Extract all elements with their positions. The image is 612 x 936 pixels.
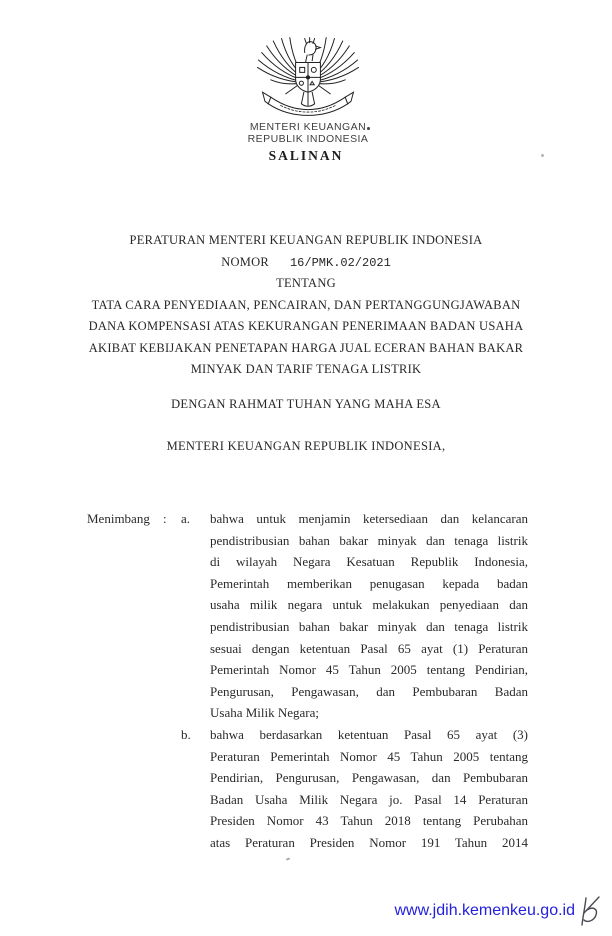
item-marker: a. [181,511,191,526]
item-marker: b. [181,726,191,742]
scan-speck [367,127,370,130]
menimbang-separator: : [163,511,167,526]
ministry-line1: MENTERI KEUANGAN [249,121,367,133]
handwritten-paraph-mark [579,896,603,927]
body-line: sesuai dengan ketentuan Pasal 65 ayat (1) Peraturan [210,640,528,656]
body-line: usaha milik negara untuk melakukan penyediaan dan [210,597,528,613]
body-line: Usaha Milik Negara; [210,705,320,721]
invocation-line: DENGAN RAHMAT TUHAN YANG MAHA ESA [171,397,441,411]
scan-speck [541,154,544,157]
title-block [0,230,612,381]
body-line: Peraturan Pemerintah Nomor 45 Tahun 2005 tentang [210,748,528,764]
consideration-item [181,724,528,854]
considerations-section [87,508,528,854]
ministry-line2: REPUBLIK INDONESIA [247,132,369,145]
copy-label: SALINAN [268,148,344,163]
title-subject-line: AKIBAT KEBIJAKAN PENETAPAN HARGA JUAL ECERAN BAHAN BAKAR [88,340,524,355]
scan-speck [286,857,290,860]
regulation-heading: PERATURAN MENTERI KEUANGAN REPUBLIK INDONESIA [129,233,483,247]
tentang-label: TENTANG [276,276,336,290]
consideration-item [181,508,528,724]
body-line: Pendirian, Pengurusan, Pengawasan, dan Pembubaran [210,770,528,786]
garuda-pancasila-emblem [254,36,362,122]
title-subject-line: DANA KOMPENSASI ATAS KEKURANGAN PENERIMAAN BADAN USAHA [88,319,524,333]
title-subject-line: TATA CARA PENYEDIAAN, PENCAIRAN, DAN PERTANGGUNGJAWABAN [91,297,521,312]
title-subject-line: MINYAK DAN TARIF TENAGA LISTRIK [190,362,422,376]
body-line: Badan Usaha Milik Negara jo. Pasal 14 Peraturan [210,791,528,807]
authority-line: MENTERI KEUANGAN REPUBLIK INDONESIA, [166,439,446,453]
consideration-items [181,508,528,854]
body-line: bahwa untuk menjamin ketersediaan dan kelancaran [210,511,528,526]
body-line: pendistribusian bahan bakar minyak dan tenaga listrik [210,532,528,548]
body-line: Pengurusan, Pengawasan, dan Pembubaran Badan [210,683,528,699]
body-line: atas Peraturan Presiden Nomor 191 Tahun 2014 [210,834,528,850]
nomor-label: NOMOR [221,254,269,269]
body-line: Pemerintah memberikan penugasan kepada badan [210,575,528,591]
body-line: Pemerintah Nomor 45 Tahun 2005 tentang Pendirian, [210,662,528,678]
jdih-link[interactable]: www.jdih.kemenkeu.go.id [394,902,575,919]
regulation-number-row [0,252,612,274]
nomor-value: 16/PMK.02/2021 [289,255,391,270]
body-line: di wilayah Negara Kesatuan Republik Indonesia, [210,554,528,570]
menimbang-label: Menimbang [87,511,150,526]
body-line: Presiden Nomor 43 Tahun 2018 tentang Perubahan [210,813,528,829]
title-subject-lines [0,295,612,381]
body-line: bahwa berdasarkan ketentuan Pasal 65 ayat (3) [210,726,528,742]
ministry-header [0,122,612,145]
body-line: pendistribusian bahan bakar minyak dan tenaga listrik [210,618,528,634]
